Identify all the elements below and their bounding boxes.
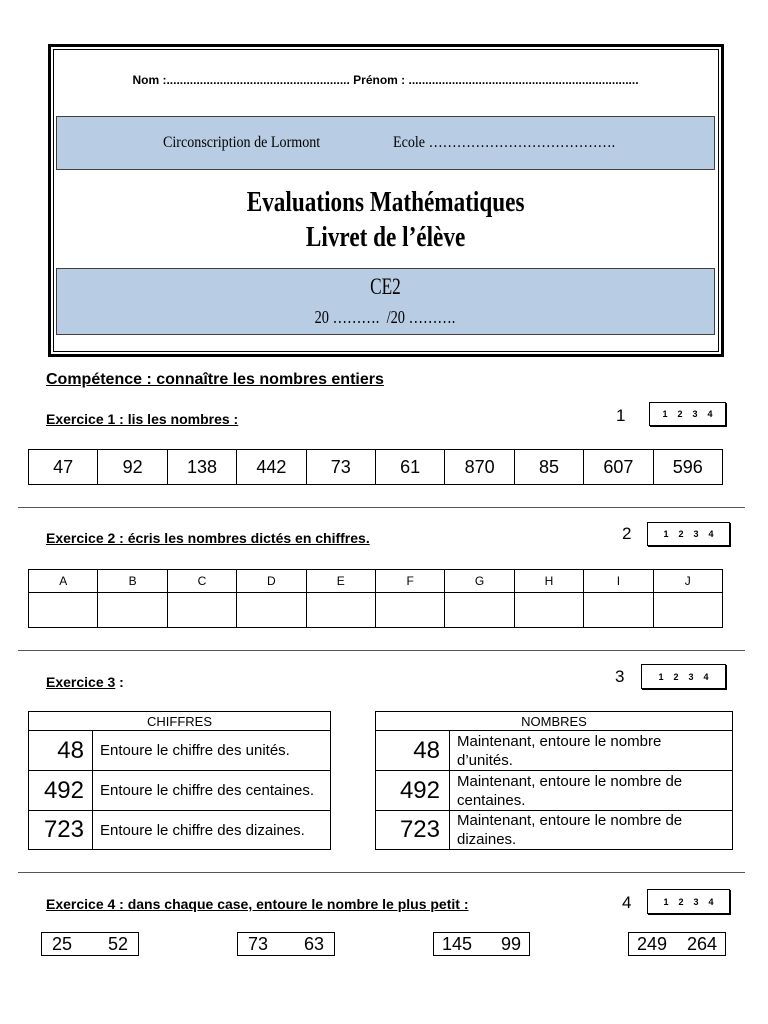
- answer-cell: [584, 593, 653, 628]
- column-letter: D: [237, 570, 306, 593]
- score-level: 2: [678, 529, 684, 539]
- pair-number: 73: [248, 933, 269, 954]
- answer-cell: [29, 593, 98, 628]
- column-letter: C: [168, 570, 237, 593]
- instruction-cell: [450, 731, 733, 771]
- instruction-text: Entoure le chiffre des dizaines.: [100, 821, 305, 839]
- score-level: 4: [708, 896, 714, 907]
- score-level: 1: [658, 671, 664, 682]
- instruction-text: Maintenant, entoure le nombre de dizaines.: [457, 812, 683, 848]
- document-title: [56, 187, 715, 217]
- number-cell: 92: [98, 450, 167, 485]
- exercise-2-number: 2: [622, 524, 632, 543]
- answer-cell: [168, 593, 237, 628]
- number-pair-box: [433, 932, 530, 956]
- exercise-3-score-box: [641, 664, 726, 689]
- exercise-3-title: [46, 674, 124, 690]
- column-letter: I: [584, 570, 653, 593]
- number-pair-box: [41, 932, 139, 956]
- column-letter: F: [376, 570, 445, 593]
- pair-number: 145: [442, 933, 473, 954]
- score-level: 3: [688, 671, 694, 682]
- section-divider: [18, 650, 745, 651]
- column-letter: H: [515, 570, 584, 593]
- column-letter: A: [29, 570, 98, 593]
- exercise-4-score-box: [647, 889, 730, 914]
- column-letter: G: [445, 570, 514, 593]
- exercise-1-score-box: [649, 402, 726, 426]
- number-cell: 723: [29, 811, 93, 850]
- nombres-table: [375, 711, 733, 850]
- exercise-4-title: Exercice 4 : dans chaque case, entoure le nombre le plus petit :: [46, 896, 469, 912]
- number-cell: 73: [307, 450, 376, 485]
- pair-number: 63: [303, 933, 324, 954]
- instruction-cell: [93, 731, 331, 771]
- answer-cell: [376, 593, 445, 628]
- instruction-cell: [450, 811, 733, 850]
- school-info-band: [56, 116, 715, 170]
- column-letter: B: [98, 570, 167, 593]
- score-level: 2: [677, 409, 683, 419]
- number-cell: 85: [515, 450, 584, 485]
- instruction-cell: [93, 811, 331, 850]
- answer-cell: [654, 593, 723, 628]
- school-year-text: 20 ………. /20 ……….: [315, 307, 456, 327]
- number-pair-box: [628, 932, 726, 956]
- column-letter: J: [654, 570, 723, 593]
- exercise-4-number: 4: [622, 893, 632, 912]
- number-cell: 596: [654, 450, 723, 485]
- pair-number: 25: [52, 933, 73, 954]
- section-divider: [18, 507, 745, 508]
- class-level: [56, 274, 715, 300]
- instruction-text: Entoure le chiffre des centaines.: [100, 782, 315, 799]
- exercise-3-title-text: Exercice 3: [46, 674, 116, 690]
- number-cell: 61: [376, 450, 445, 485]
- instruction-cell: [93, 771, 331, 811]
- instruction-text: Maintenant, entoure le nombre d’unités.: [457, 732, 662, 769]
- exercise-2-answer-table: [28, 569, 723, 628]
- score-level: 4: [703, 671, 709, 682]
- number-pair-box: [237, 932, 335, 956]
- number-cell: 442: [237, 450, 306, 485]
- number-cell: 607: [584, 450, 653, 485]
- school-year: [56, 306, 715, 328]
- pair-number: 99: [500, 933, 521, 954]
- document-subtitle: [56, 222, 715, 252]
- column-letter: E: [307, 570, 376, 593]
- answer-cell: [237, 593, 306, 628]
- circonscription-label: Circonscription de Lormont: [163, 134, 321, 151]
- answer-cell: [307, 593, 376, 628]
- pair-number: 249: [637, 933, 668, 954]
- score-level: 2: [678, 896, 684, 907]
- number-cell: 492: [29, 771, 93, 811]
- answer-cell: [445, 593, 514, 628]
- pair-number: 52: [107, 933, 128, 954]
- exercise-1-numbers-table: [28, 449, 723, 485]
- instruction-text: Entoure le chiffre des unités.: [100, 742, 290, 759]
- number-cell: 492: [376, 771, 450, 811]
- pair-number: 264: [686, 933, 717, 954]
- instruction-cell: [450, 771, 733, 811]
- exercise-1-title: Exercice 1 : lis les nombres :: [46, 411, 239, 427]
- nombres-table-header: NOMBRES: [376, 712, 733, 731]
- number-cell: 48: [29, 731, 93, 771]
- number-cell: 870: [445, 450, 514, 485]
- title-line-2: Livret de l’élève: [305, 221, 466, 253]
- answer-cell: [98, 593, 167, 628]
- exercise-3-title-suffix: :: [115, 674, 124, 690]
- number-cell: 723: [376, 811, 450, 850]
- exercise-2-score-box: [647, 522, 730, 546]
- number-cell: 48: [376, 731, 450, 771]
- score-level: 4: [707, 409, 713, 419]
- answer-cell: [515, 593, 584, 628]
- score-level: 1: [662, 409, 668, 419]
- ecole-field: Ecole ………………………………….: [393, 134, 616, 151]
- competence-heading: Compétence : connaître les nombres entiers: [46, 371, 384, 388]
- instruction-text: Maintenant, entoure le nombre de centaines.: [457, 772, 683, 809]
- score-level: 4: [708, 529, 714, 539]
- section-divider: [18, 872, 745, 873]
- student-identity-line: Nom :....................................................... Prénom : .....................................................................: [132, 73, 639, 87]
- class-level-text: CE2: [370, 274, 401, 299]
- score-level: 3: [693, 529, 699, 539]
- number-cell: 138: [168, 450, 237, 485]
- chiffres-table-header: CHIFFRES: [29, 712, 331, 731]
- exercise-1-number: 1: [616, 406, 626, 425]
- score-level: 3: [693, 896, 699, 907]
- score-level: 1: [663, 896, 669, 907]
- score-level: 1: [663, 529, 669, 539]
- title-line-1: Evaluations Mathématiques: [246, 186, 525, 218]
- chiffres-table: [28, 711, 331, 850]
- number-cell: 47: [29, 450, 98, 485]
- score-level: 2: [673, 671, 679, 682]
- exercise-2-title: Exercice 2 : écris les nombres dictés en chiffres.: [46, 530, 370, 546]
- score-level: 3: [692, 409, 698, 419]
- exercise-3-number: 3: [615, 667, 625, 686]
